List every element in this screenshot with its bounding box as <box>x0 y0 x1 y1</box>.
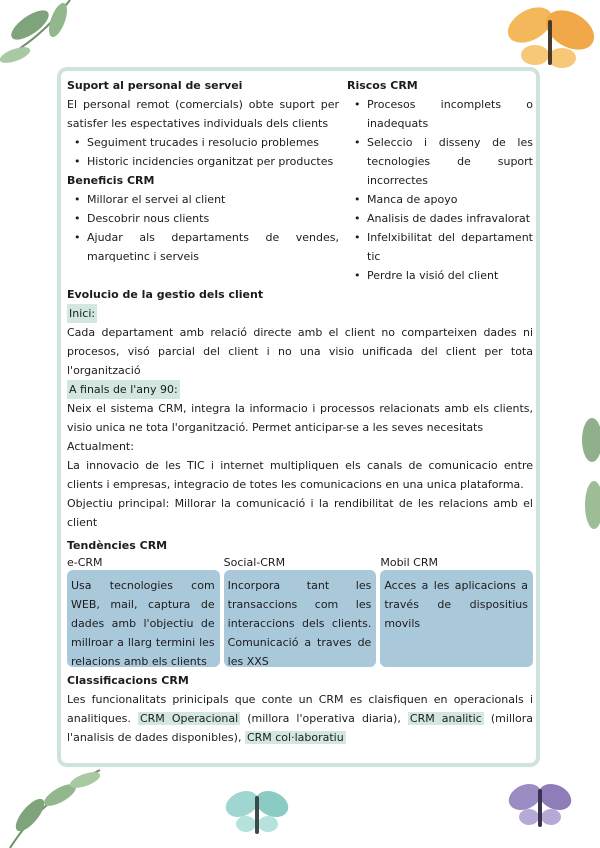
trend-column <box>224 555 377 667</box>
list-item: • Seleccio i disseny de les tecnologies de suport incorrectes <box>367 133 533 190</box>
list-item: • Seguiment trucades i resolucio problemes <box>87 133 339 152</box>
list-item: • Millorar el servei al client <box>87 190 339 209</box>
trends-boxes <box>67 555 533 667</box>
start-label: Inici: <box>67 304 97 323</box>
trend-column <box>67 555 220 667</box>
trend-label: Social-CRM <box>223 556 286 569</box>
list-item: • Historic incidencies organitzat per productes <box>87 152 339 171</box>
butterfly-icon <box>222 782 292 842</box>
crm-operational-desc: (millora l'operativa diaria), <box>247 712 401 725</box>
list-item: • Ajudar als departaments de vendes, marquetinc i serveis <box>87 228 339 266</box>
nineties-label: A finals de l'any 90: <box>67 380 180 399</box>
list-item: • Perdre la visió del client <box>367 266 533 285</box>
trend-box: Acces a les aplicacions a través de dispositius movils <box>380 570 533 667</box>
top-columns <box>67 76 533 285</box>
leaf-icon <box>574 410 600 540</box>
list-item: • Procesos incomplets o inadequats <box>367 95 533 133</box>
start-text: Cada departament amb relació directe amb el client no comparteixen dades ni procesos, visó parcial del client i no una visio unificada del client per tota l'organització <box>67 326 533 377</box>
support-title: Suport al personal de servei <box>67 79 243 92</box>
list-item: • Descobrir nous clients <box>87 209 339 228</box>
now-text: La innovacio de les TIC i internet multipliquen els canals de comunicacio entre clients i empresas, integracio de totes les comunicacions en una unica plataforma. <box>67 459 533 491</box>
trend-column <box>380 555 533 667</box>
support-text: El personal remot (comercials) obte suport per satisfer les espectatives individuals dels clients <box>67 98 339 130</box>
benefits-list <box>67 190 339 266</box>
trends-title: Tendències CRM <box>67 539 168 552</box>
list-item: • Manca de apoyo <box>367 190 533 209</box>
left-column <box>67 76 339 285</box>
list-item: • Infelxibilitat del departament tic <box>367 228 533 266</box>
benefits-title: Beneficis CRM <box>67 174 155 187</box>
risks-list <box>347 95 533 285</box>
classifications-intro: Les funcionalitats prinicipals que conte un CRM es claisfiquen en operacionals i analitiques. <box>67 693 533 725</box>
risks-title: Riscos CRM <box>347 79 418 92</box>
now-label: Actualment: <box>67 440 134 453</box>
support-list <box>67 133 339 171</box>
classifications-title: Classificacions CRM <box>67 674 189 687</box>
classifications-text <box>67 690 533 747</box>
evolution-title: Evolucio de la gestio dels client <box>67 288 264 301</box>
butterfly-icon <box>505 775 575 835</box>
objective-text: Objectiu principal: Millorar la comunicació i la rendibilitat de les relacions amb el client <box>67 497 533 529</box>
crm-analytic-desc: (millora l'analisis de dades disponibles), <box>67 712 534 744</box>
crm-collaborative: CRM col·laboratiu <box>246 731 344 744</box>
crm-operational: CRM Operacional <box>139 712 239 725</box>
nineties-text: Neix el sistema CRM, integra la informacio i processos relacionats amb els clients, visio unica ne tota l'organització. Permet anticipar-se a les seves necesitats <box>67 402 533 434</box>
trend-box: Usa tecnologies com WEB, mail, captura de dades amb l'objectiu de millroar a llarg termini les relacions amb els clients <box>67 570 220 667</box>
trend-box: Incorpora tant les transaccions com les interaccions dels clients. Comunicació a traves de les XXS <box>224 570 377 667</box>
right-column <box>347 76 533 285</box>
list-item: • Analisis de dades infravalorat <box>367 209 533 228</box>
trend-label: Mobil CRM <box>380 556 438 569</box>
crm-analytic: CRM analitic <box>409 712 482 725</box>
document-body <box>67 76 533 747</box>
trend-label: e-CRM <box>67 556 103 569</box>
